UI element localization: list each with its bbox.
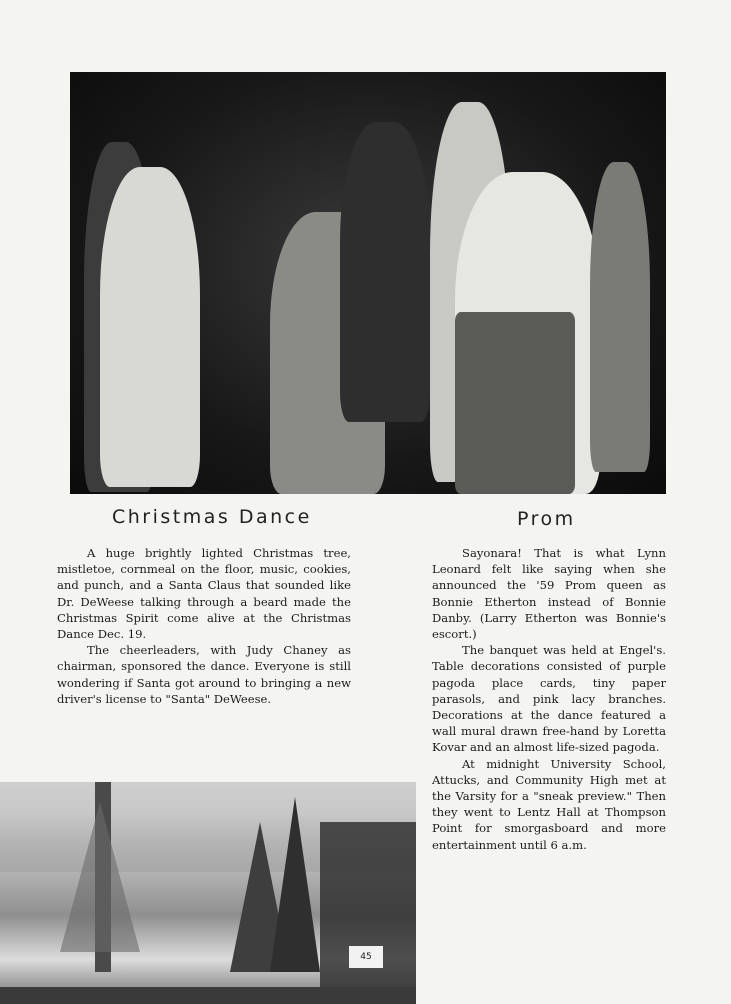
mural-photo <box>0 782 416 1004</box>
article-paragraph: A huge brightly lighted Christmas tree, mistletoe, cornmeal on the floor, music, cookies, and punch, and a Santa Claus that sounded like Dr. DeWeese talking through a beard made the Christmas Spirit come alive at the Christmas Dance Dec. 19. <box>57 546 351 642</box>
prom-article <box>432 545 666 853</box>
article-paragraph: At midnight University School, Attucks, and Community High met at the Varsity for a "sneak preview." Then they went to Lentz Hall at Thompson Point for smorgasboard and more entertainment until 6 a.m. <box>432 756 666 852</box>
page-number: 45 <box>349 946 383 968</box>
christmas-dance-article <box>57 545 351 707</box>
article-paragraph: Sayonara! That is what Lynn Leonard felt like saying when she announced the '59 Prom queen as Bonnie Etherton instead of Bonnie Danby. (Larry Etherton was Bonnie's escort.) <box>432 546 666 642</box>
prom-heading: Prom <box>517 508 576 530</box>
dance-photo <box>70 72 666 494</box>
christmas-dance-heading: Christmas Dance <box>112 506 312 528</box>
article-paragraph: The cheerleaders, with Judy Chaney as chairman, sponsored the dance. Everyone is still wondering if Santa got around to bringing a new driver's license to "Santa" DeWeese. <box>57 643 351 706</box>
article-paragraph: The banquet was held at Engel's. Table decorations consisted of purple pagoda place cards, tiny paper parasols, and pink lacy branches. Decorations at the dance featured a wall mural drawn free-hand by Loretta Kovar and an almost life-sized pagoda. <box>432 643 666 755</box>
